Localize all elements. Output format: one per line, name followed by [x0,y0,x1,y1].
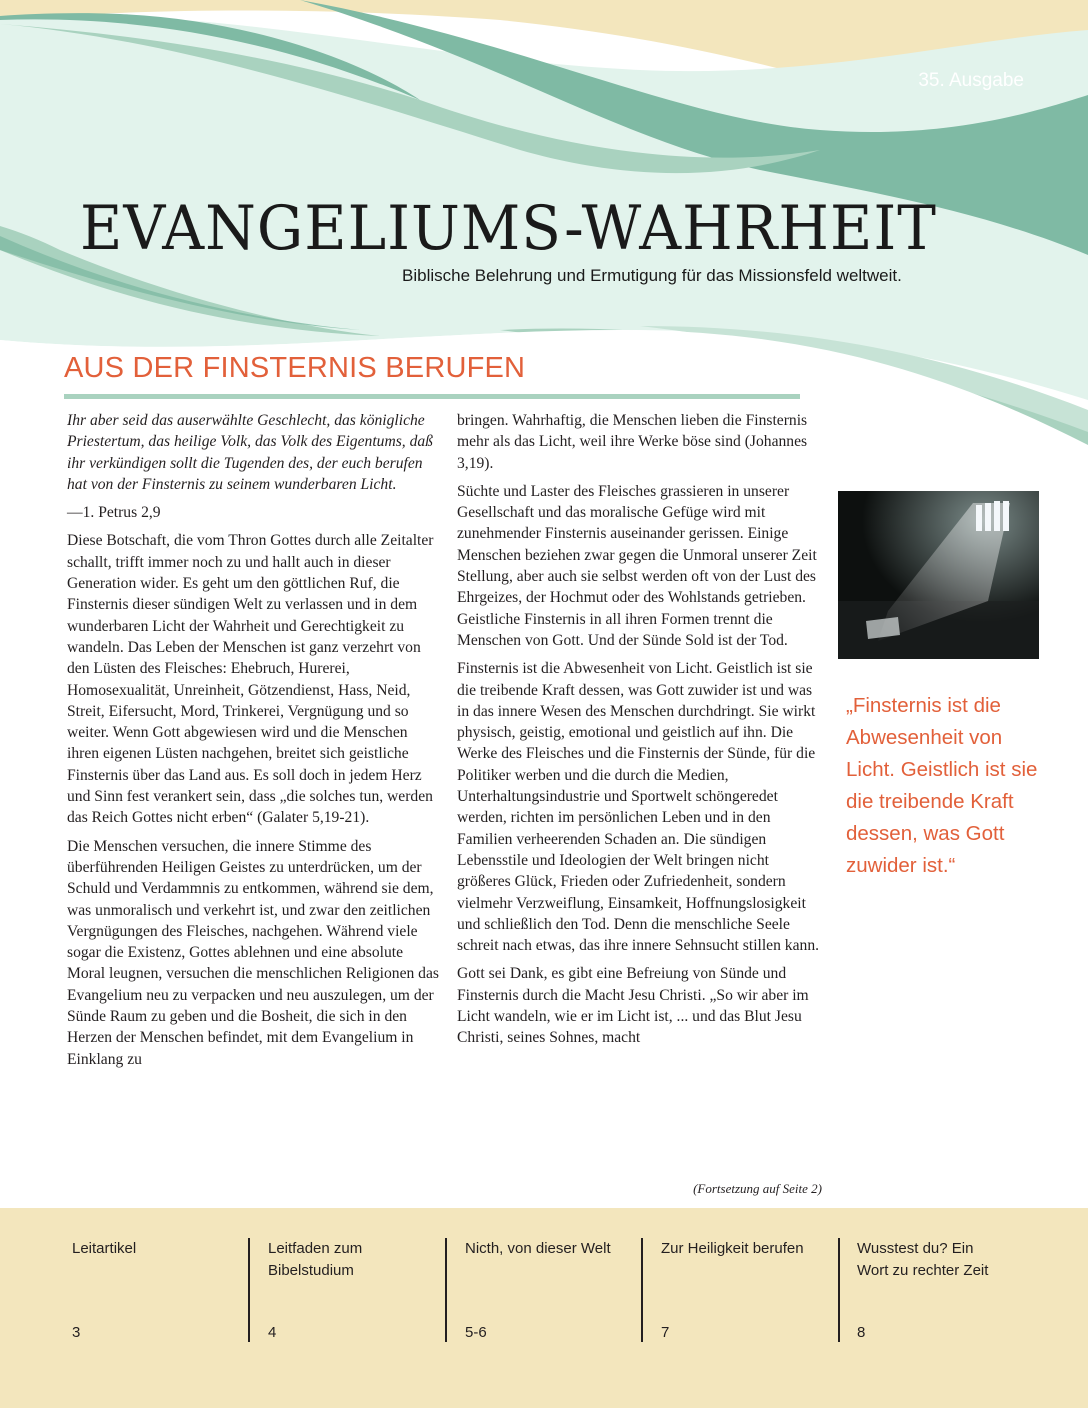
toc-title: Wusstest du? Ein Wort zu rechter Zeit [857,1240,989,1279]
table-of-contents [0,1208,1088,1408]
continued-note: (Fortsetzung auf Seite 2) [693,1181,822,1196]
toc-title: Nicth, von dieser Welt [465,1240,611,1257]
article-column-2 [457,410,823,1056]
toc-item[interactable] [72,1208,252,1358]
scripture-reference: —1. Petrus 2,9 [67,504,161,522]
toc-item[interactable] [857,1208,1037,1358]
paragraph: Finsternis ist die Abwesenheit von Licht. Geistlich ist sie die treibende Kraft dessen, was Gott zuwider ist und was in das innere Wesen des Menschen durchdringt. Sie wirkt physisch, geistig, emotional und geistlich auf ihn. Die Werke des Fleisches und die Finsternis der Sünde, für die Politiker werben und die durch die Medien, Unterhaltungsindustrie und Sportwelt schöngeredet werden, richten im persönlichen Leben und in den Familien verheerenden Schaden an. Die sündigen Lebensstile und Ideologien der Welt bringen nicht größeres Glück, Frieden oder Zufriedenheit, sondern vielmehr Verzweiflung, Einsamkeit, Hoffnungslosigkeit und schließlich den Tod. Denn die menschliche Seele schreit nach etwas, das ihre innere Sehnsucht stillen kann. [457,660,820,955]
paragraph: Gott sei Dank, es gibt eine Befreiung von Sünde und Finsternis durch die Macht Jesu Christi. „So wir aber im Licht wandeln, wie er im Licht ist, ... und das Blut Jesu Christi, seines Sohnes, macht [457,965,809,1047]
toc-item[interactable] [268,1208,448,1358]
toc-page: 7 [661,1324,670,1341]
article-column-1 [67,410,441,1077]
dark-room-light-photo [838,491,1039,659]
article-headline: AUS DER FINSTERNIS BERUFEN [64,352,526,384]
headline-rule [64,394,800,399]
toc-item[interactable] [465,1208,645,1358]
toc-item[interactable] [661,1208,841,1358]
toc-page: 8 [857,1324,866,1341]
issue-number: 35. Ausgabe [918,70,1024,91]
paragraph: bringen. Wahrhaftig, die Menschen lieben die Finsternis mehr als das Licht, weil ihre Werke böse sind (Johannes 3,19). [457,412,808,472]
scripture-quote: Ihr aber seid das auserwählte Geschlecht, das königliche Priestertum, das heilige Volk, das Volk des Eigentums, daß ihr verkündigen sollt die Tugenden des, der euch berufen hat von der Finsternis zu seinem wunderbaren Licht. [67,412,433,493]
masthead-title: EVANGELIUMS-WAHRHEIT [80,192,937,264]
paragraph: Süchte und Laster des Fleisches grassieren in unserer Gesellschaft und das moralische Gefüge wird mit zunehmender Finsternis auseinander gerissen. Einige Menschen beziehen zwar gegen die Unmoral unserer Zeit Stellung, aber auch sie selbst werden oft von der Lust des Ehrgeizes, der Hochmut oder des Wohlstands getrieben. Geistliche Finsternis in all ihren Formen trennt die Menschen von Gott. Und der Sünde Sold ist der Tod. [457,482,817,649]
toc-title: Leitartikel [72,1240,137,1257]
toc-page: 4 [268,1324,277,1341]
toc-divider [641,1238,643,1342]
tagline: Biblische Belehrung und Ermutigung für das Missionsfeld weltweit. [402,266,902,285]
toc-divider [248,1238,250,1342]
toc-page: 3 [72,1324,81,1341]
toc-title: Leitfaden zum Bibelstudium [268,1240,363,1279]
toc-title: Zur Heiligkeit berufen [661,1240,804,1257]
paragraph: Diese Botschaft, die vom Thron Gottes durch alle Zeitalter schallt, trifft immer noch zu und hallt auch in dieser Generation wider. Es geht um den göttlichen Ruf, die Finsternis dieser sündigen Welt zu verlassen und in dem wunderbaren Licht der Wahrheit und Gerechtigkeit zu wandeln. Das Leben der Menschen ist ganz verzehrt von den Lüsten des Fleisches: Ehebruch, Hurerei, Homosexualität, Unreinheit, Götzendienst, Hass, Neid, Streit, Eifersucht, Mord, Trinkerei, Vergnügung und so weiter. Wenn Gott abgewiesen wird und die Menschen ihren eigenen Lüsten nachgehen, breitet sich geistliche Finsternis über das Land aus. Es soll doch in jedem Herz und Sinn fest verankert sein, dass „die solches tun, werden das Reich Gottes nicht erben“ (Galater 5,19-21). [67,532,434,827]
toc-divider [445,1238,447,1342]
toc-page: 5-6 [465,1324,487,1341]
pull-quote: „Finsternis ist die Abwesenheit von Licht. Geistlich ist sie die treibende Kraft dessen, was Gott zuwider ist.“ [846,694,1038,877]
paragraph: Die Menschen versuchen, die innere Stimme des überführenden Heiligen Geistes zu unterdrücken, um der Schuld und Verdammnis zu entkommen, während sie dem, was unmoralisch und verkehrt ist, und zwar den zeitlichen Vergnügungen des Fleisches, nachgehen. Während viele sogar die Existenz, Gottes ablehnen und eine absolute Moral leugnen, versuchen die menschlichen Religionen das Evangelium neu zu verpacken und neu auszulegen, um der Sünde Raum zu geben und die Bosheit, die sich in den Herzen der Menschen befindet, mit dem Evangelium in Einklang zu [67,837,439,1068]
toc-divider [838,1238,840,1342]
